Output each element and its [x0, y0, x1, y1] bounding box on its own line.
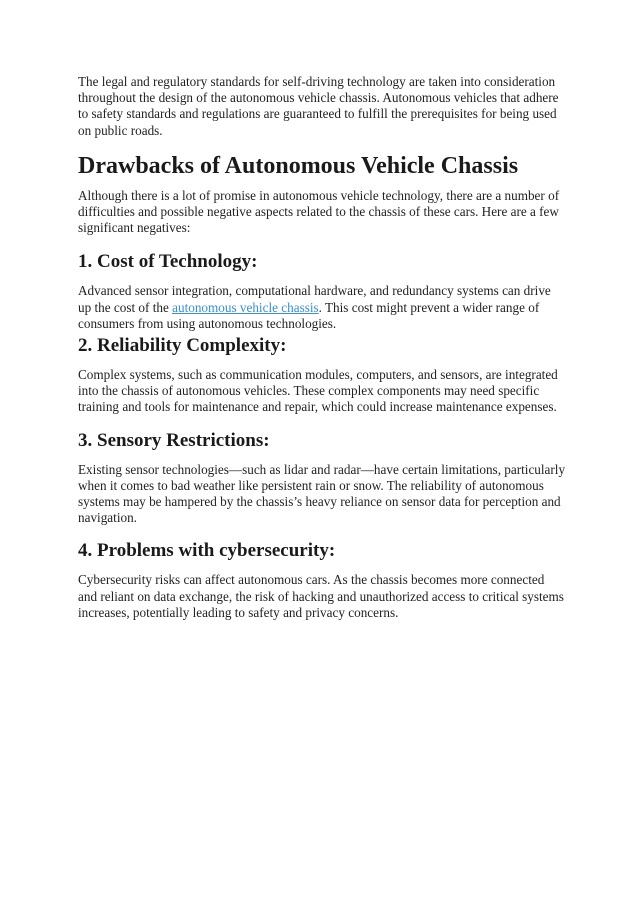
section-heading-cost: 1. Cost of Technology: — [78, 251, 258, 273]
main-heading: Drawbacks of Autonomous Vehicle Chassis — [78, 152, 519, 179]
section-heading-cybersecurity: 4. Problems with cybersecurity: — [78, 540, 336, 562]
section-paragraph-cybersecurity: Cybersecurity risks can affect autonomous cars. As the chassis becomes more connected and reliant on data exchange, the risk of hacking and unauthorized access to critical systems increases, potentially leading to safety and privacy concerns. — [78, 572, 564, 620]
chassis-link[interactable]: autonomous vehicle chassis — [172, 299, 319, 315]
section-paragraph-reliability: Complex systems, such as communication modules, computers, and sensors, are integrated into the chassis of autonomous vehicles. These complex components may need specific training and tools for maintenance and repair, which could increase maintenance expenses. — [78, 367, 558, 415]
section-heading-reliability: 2. Reliability Complexity: — [78, 335, 287, 357]
document-page — [78, 74, 566, 635]
heading-intro-paragraph: Although there is a lot of promise in autonomous vehicle technology, there are a number of difficulties and possible negative aspects related to the chassis of these cars. Here are a few significant negatives: — [78, 187, 560, 236]
intro-paragraph: The legal and regulatory standards for self-driving technology are taken into consideration throughout the design of the autonomous vehicle chassis. Autonomous vehicles that adhere to safety standards and regulations are guaranteed to fulfill the prerequisites for being used on public roads. — [78, 74, 559, 138]
section-paragraph-sensory: Existing sensor technologies—such as lidar and radar—have certain limitations, particularly when it comes to bad weather like persistent rain or snow. The reliability of autonomous systems may be hampered by the chassis’s heavy reliance on sensor data for perception and navigation. — [78, 461, 566, 526]
section-paragraph-cost — [78, 283, 566, 332]
section-heading-sensory: 3. Sensory Restrictions: — [78, 429, 270, 451]
cost-text-before-link: Advanced sensor integration, computational hardware, and redundancy systems can drive up the cost of the — [78, 283, 551, 315]
cost-text-after-link: . This cost might prevent a wider range of consumers from using autonomous technologies. — [78, 299, 540, 331]
